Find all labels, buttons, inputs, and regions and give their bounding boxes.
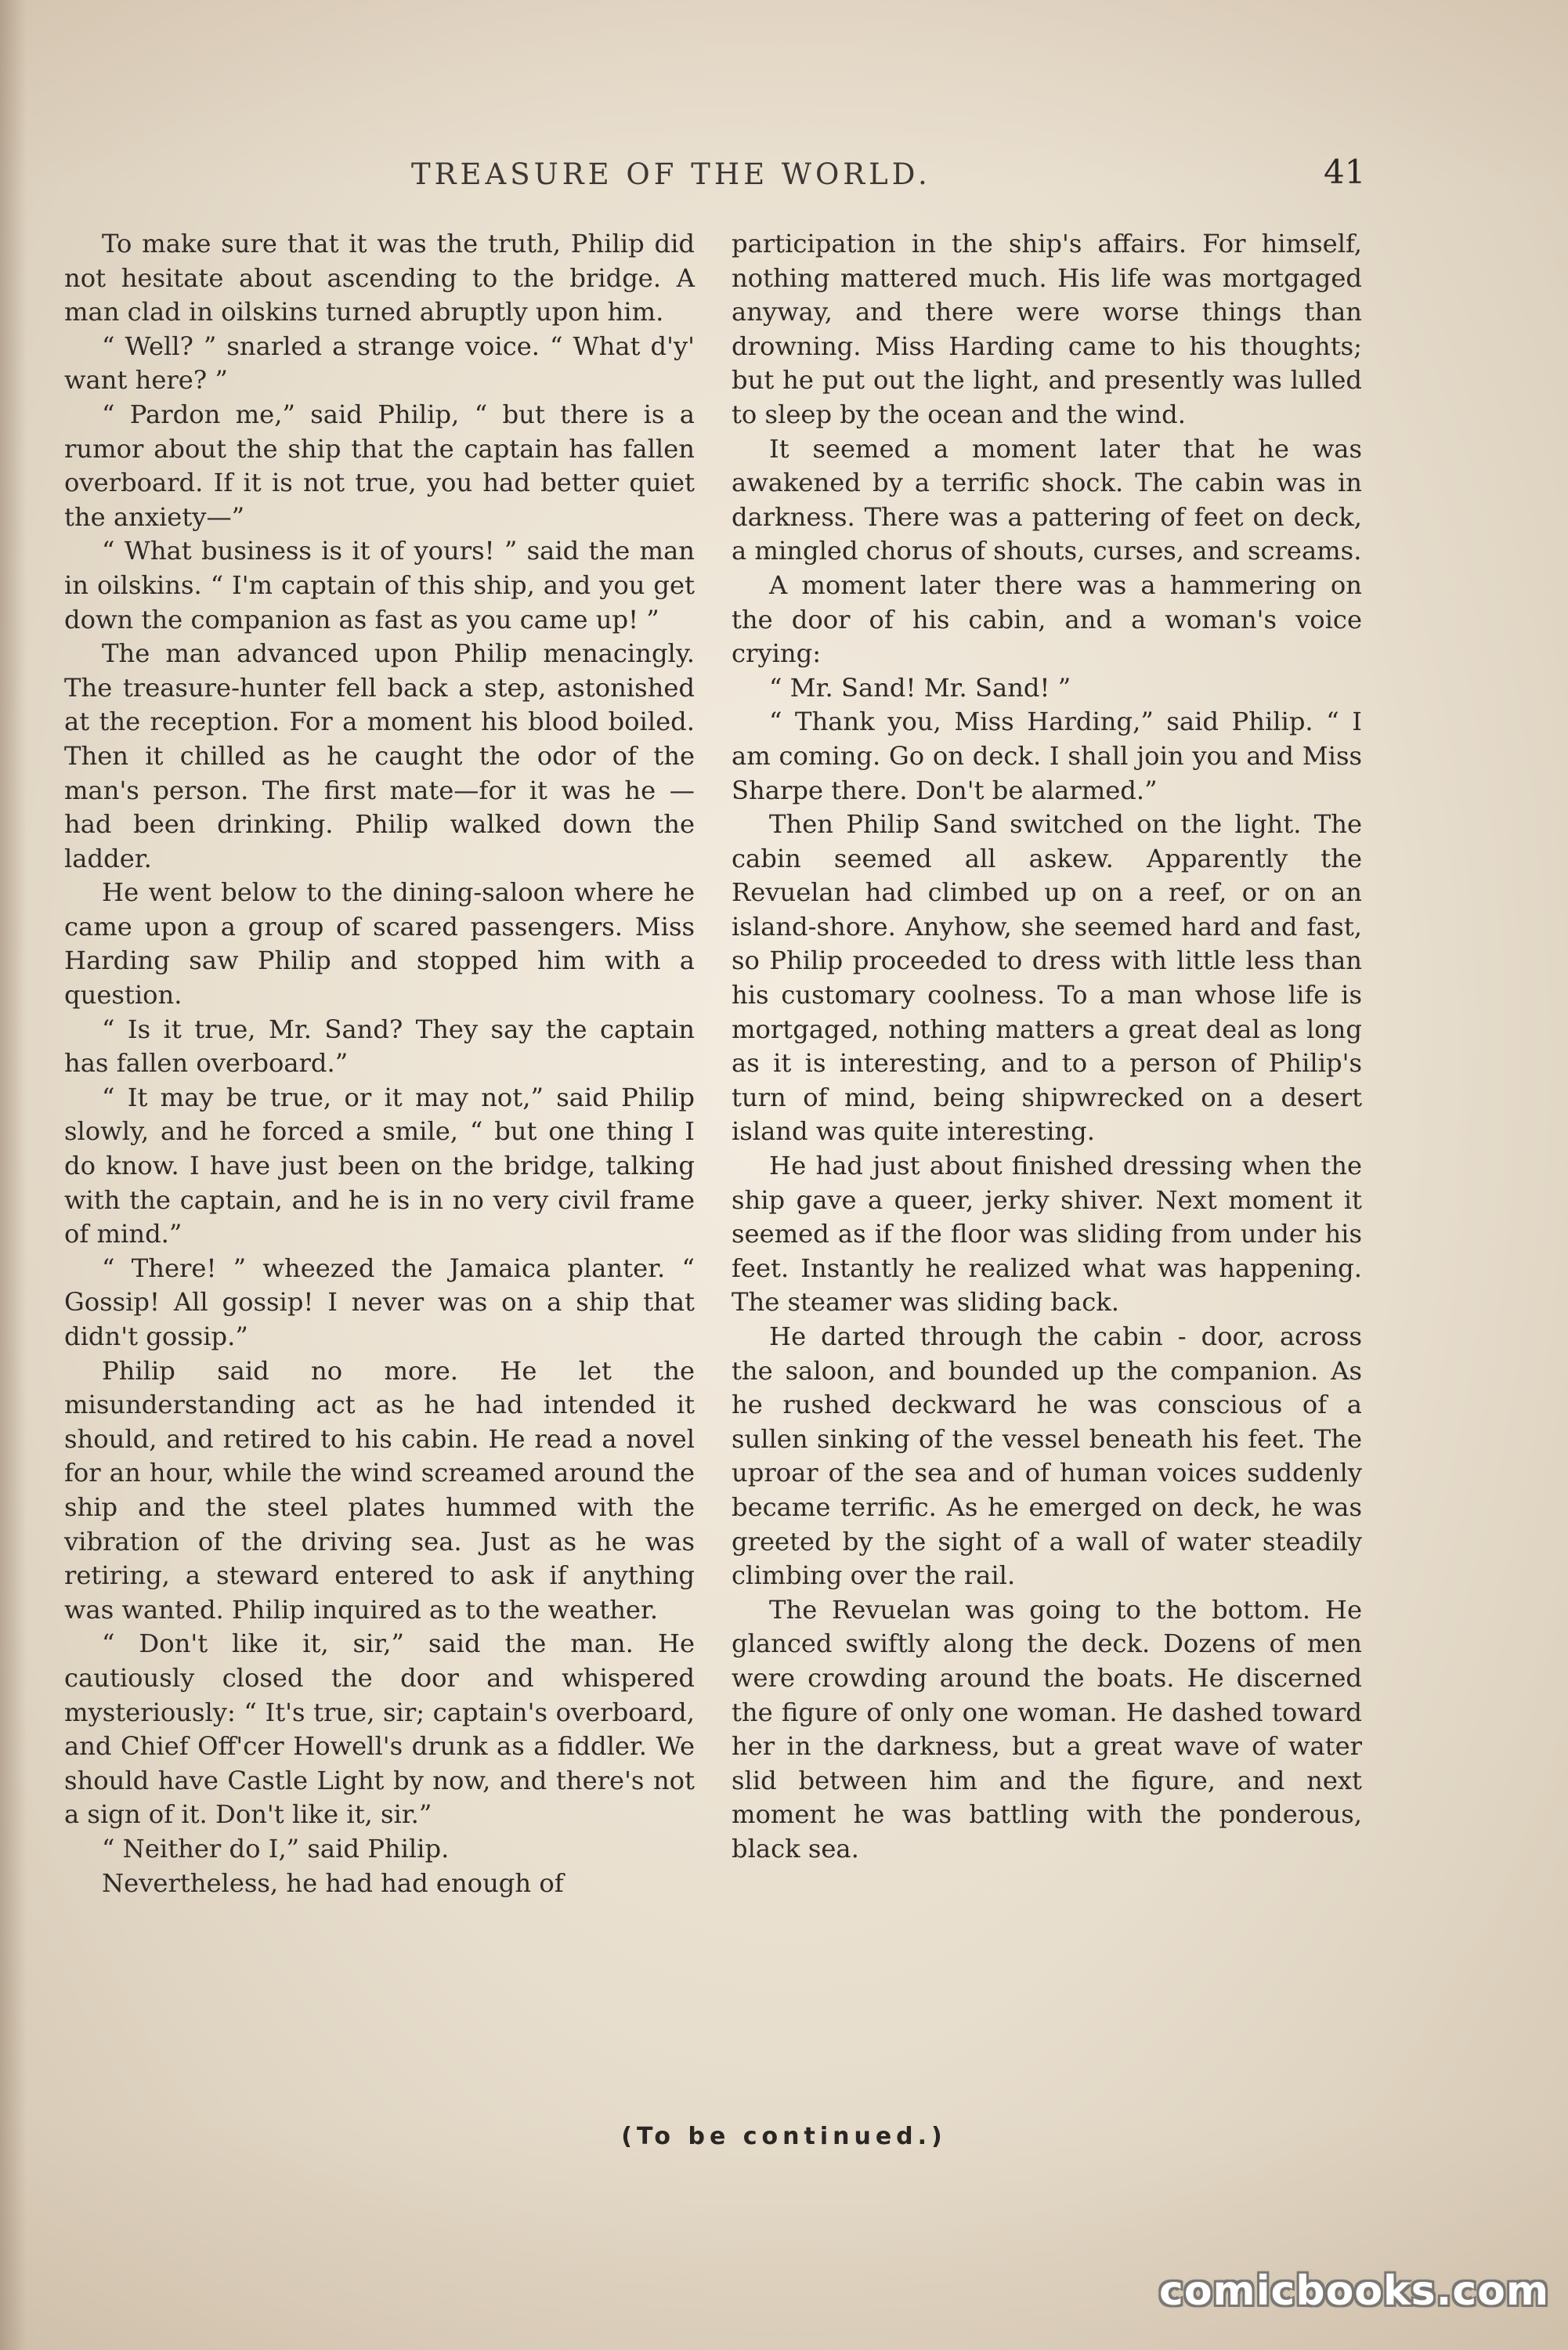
paragraph: He had just about finished dressing when the ship gave a queer, jerky shiver. Next moment it seemed as if the floor was sliding from under his feet. Instantly he realized what was happening. The steamer was sliding back. <box>732 1151 1362 1318</box>
paragraph: The Revuelan was going to the bottom. He glanced swiftly along the deck. Dozens of men were crowding around the boats. He discerned the figure of only one woman. He dashed toward her in the darkness, but a great wave of water slid between him and the figure, and next moment he was battling with the ponderous, black sea. <box>732 1594 1362 1864</box>
paragraph: “ There! ” wheezed the Jamaica planter. “ Gossip! All gossip! I never was on a ship that didn't gossip.” <box>64 1253 695 1351</box>
paragraph: “ Pardon me,” said Philip, “ but there is a rumor about the ship that the captain has fallen overboard. If it is not true, you had better quiet the anxiety—” <box>64 399 695 532</box>
paragraph: He darted through the cabin - door, across the saloon, and bounded up the companion. As he rushed deckward he was conscious of a sullen sinking of the vessel beneath his feet. The uproar of the sea and of human voices suddenly became terrific. As he emerged on deck, he was greeted by the sight of a wall of water steadily climbing over the rail. <box>732 1321 1362 1591</box>
paragraph: “ Thank you, Miss Harding,” said Philip. “ I am coming. Go on deck. I shall join you and Miss Sharpe there. Don't be alarmed.” <box>732 707 1362 805</box>
right-column <box>732 227 1362 1867</box>
paragraph: “ Don't like it, sir,” said the man. He cautiously closed the door and whispered mysteriously: “ It's true, sir; captain's overboard, and Chief Off'cer Howell's drunk as a fiddler. We should have Castle Light by now, and there's not a sign of it. Don't like it, sir.” <box>64 1629 695 1830</box>
paragraph: To make sure that it was the truth, Philip did not hesitate about ascending to the bridge. A man clad in oilskins turned abruptly upon him. <box>64 229 695 327</box>
paragraph: “ Is it true, Mr. Sand? They say the captain has fallen overboard.” <box>64 1014 695 1079</box>
page-edge-shadow <box>0 0 27 2350</box>
paragraph: A moment later there was a hammering on the door of his cabin, and a woman's voice crying: <box>732 569 1362 669</box>
paragraph: “ What business is it of yours! ” said the man in oilskins. “ I'm captain of this ship, and you get down the companion as fast as you came up! ” <box>64 536 695 634</box>
paragraph: “ Well? ” snarled a strange voice. “ What d'y' want here? ” <box>64 331 695 396</box>
paragraph: He went below to the dining-saloon where he came upon a group of scared passengers. Miss Harding saw Philip and stopped him with a question. <box>64 877 695 1010</box>
paragraph: The man advanced upon Philip menacingly. The treasure-hunter fell back a step, astonished at the reception. For a moment his blood boiled. Then it chilled as he caught the odor of the man's person. The first mate—for it was he — had been drinking. Philip walked down the ladder. <box>64 638 695 873</box>
left-column <box>64 227 695 1900</box>
page-number: 41 <box>1324 153 1366 191</box>
paragraph: Then Philip Sand switched on the light. The cabin seemed all askew. Apparently the Revuelan had climbed up on a reef, or on an island-shore. Anyhow, she seemed hard and fast, so Philip proceeded to dress with little less than his customary coolness. To a man whose life is mortgaged, nothing matters a great deal as long as it is interesting, and to a person of Philip's turn of mind, being shipwrecked on a desert island was quite interesting. <box>732 809 1362 1147</box>
paragraph: Nevertheless, he had had enough of <box>102 1867 564 1898</box>
paragraph: “ Mr. Sand! Mr. Sand! ” <box>769 672 1071 703</box>
paragraph: “ It may be true, or it may not,” said Philip slowly, and he forced a smile, “ but one thing I do know. I have just been on the bridge, talking with the captain, and he is in no very civil frame of mind.” <box>64 1082 695 1249</box>
site-watermark: comicbooks.com <box>1159 2268 1550 2315</box>
page-header <box>0 153 1568 200</box>
paragraph: It seemed a moment later that he was awakened by a terrific shock. The cabin was in darkness. There was a pattering of feet on deck, a mingled chorus of shouts, curses, and screams. <box>732 433 1362 566</box>
running-title: TREASURE OF THE WORLD. <box>411 157 931 191</box>
paragraph: Philip said no more. He let the misunderstanding act as he had intended it should, and retired to his cabin. He read a novel for an hour, while the wind screamed around the ship and the steel plates hummed with the vibration of the driving sea. Just as he was retiring, a steward entered to ask if anything was wanted. Philip inquired as to the weather. <box>64 1355 695 1625</box>
paragraph: participation in the ship's affairs. For himself, nothing mattered much. His life was mortgaged anyway, and there were worse things than drowning. Miss Harding came to his thoughts; but he put out the light, and presently was lulled to sleep by the ocean and the wind. <box>732 229 1362 429</box>
paragraph: “ Neither do I,” said Philip. <box>102 1833 450 1864</box>
to-be-continued-note: (To be continued.) <box>621 2123 947 2150</box>
